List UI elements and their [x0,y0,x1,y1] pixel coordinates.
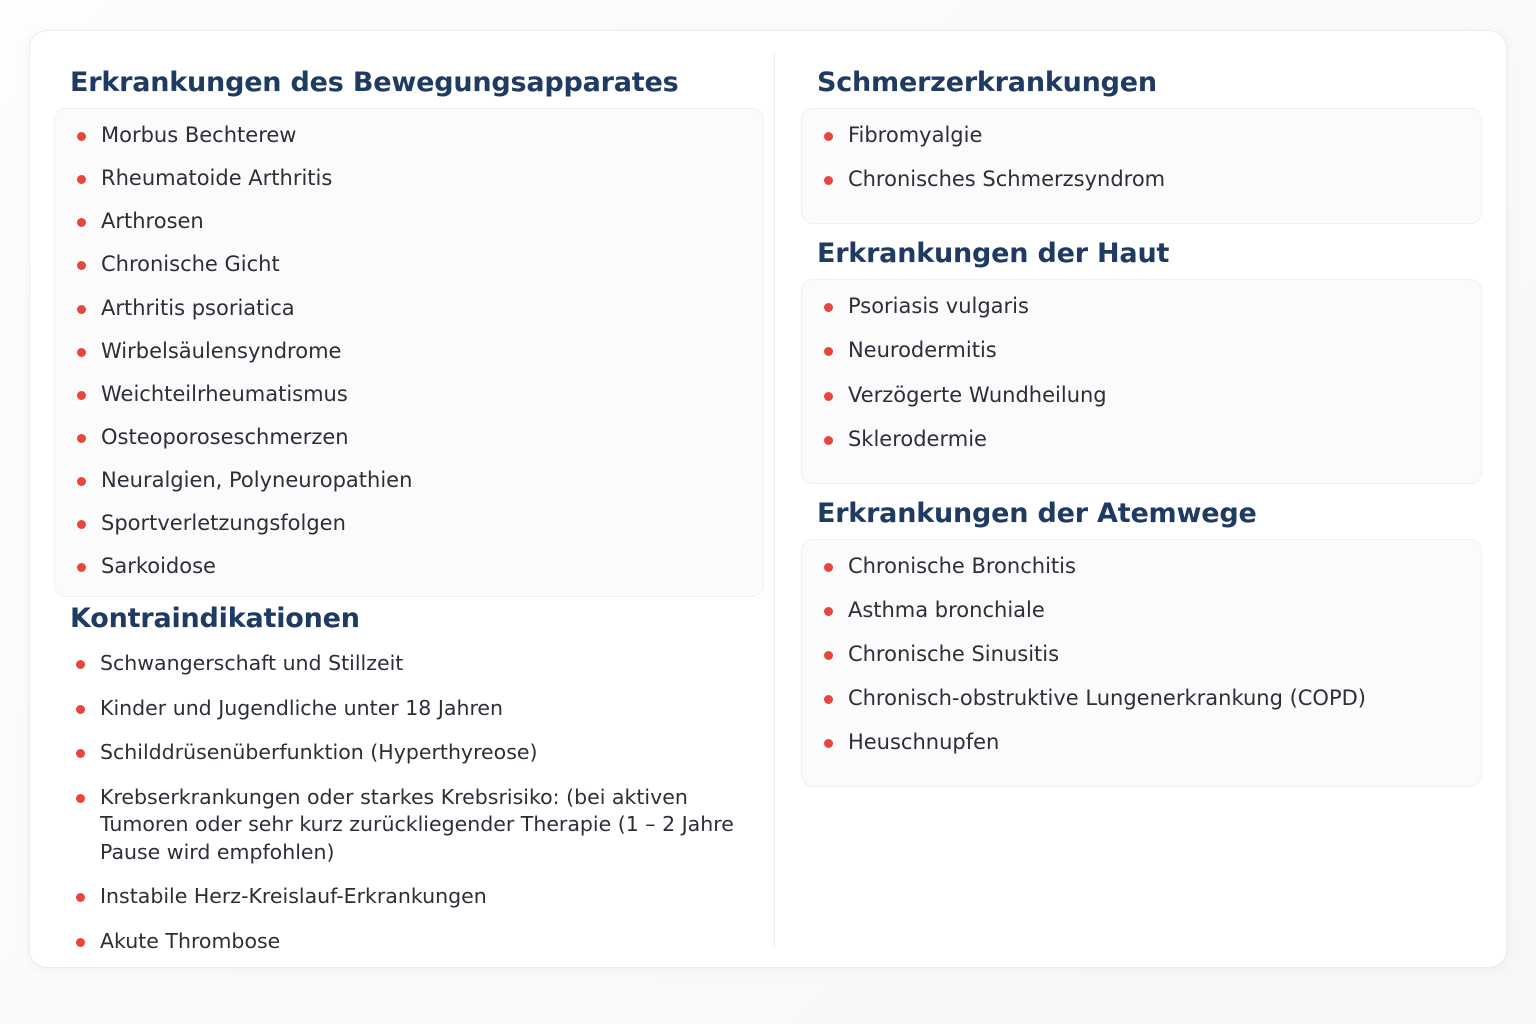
list-item [820,684,1463,712]
bullet-icon [77,305,86,314]
section-schmerzerkrankungen [801,67,1482,224]
bullet-icon [77,261,86,270]
section-title-kontraindikationen: Kontraindikationen [70,603,360,635]
list-item-label: Arthrosen [101,209,204,234]
list-item [72,784,746,866]
list-item-label: Sarkoidose [101,554,216,579]
list-item-label: Weichteilrheumatismus [101,381,348,406]
list-item [72,883,746,910]
list-item-label: Arthritis psoriatica [101,295,295,320]
list-item-label: Osteoporoseschmerzen [101,424,349,449]
list-item [820,596,1463,624]
list-item [73,337,745,365]
section-title-schmerzerkrankungen: Schmerzerkrankungen [816,67,1157,98]
bullet-icon [824,392,833,401]
list-item-label: Akute Thrombose [100,928,281,953]
list-item-label: Sportverletzungsfolgen [101,511,346,536]
list-item [73,380,745,408]
bullet-icon [76,705,85,714]
list-item [72,650,746,677]
list-item [73,423,745,451]
list-item-label: Chronische Gicht [101,252,280,277]
list-item [73,164,745,192]
list-item [73,466,745,494]
list-item [73,250,745,278]
list-haut [820,292,1463,453]
list-item-label: Kinder und Jugendliche unter 18 Jahren [100,695,504,720]
list-item [820,336,1463,364]
panel-bewegungsapparat [54,108,764,597]
list-schmerzerkrankungen [820,121,1463,193]
list-item-label: Instabile Herz-Kreislauf-Erkrankungen [100,884,487,909]
list-item-label: Psoriasis vulgaris [847,294,1029,319]
bullet-icon [76,893,85,902]
right-column [774,53,1482,947]
list-item [72,695,746,722]
bullet-icon [77,348,86,357]
list-item-label: Chronisch-obstruktive Lungenerkrankung (COPD) [847,686,1366,711]
bullet-icon [824,607,833,616]
bullet-icon [77,563,86,572]
list-item [73,552,745,580]
list-atemwege [820,552,1463,757]
left-column [54,53,774,953]
bullet-icon [824,176,833,185]
bullet-icon [76,794,85,803]
list-item-label: Rheumatoide Arthritis [101,166,333,191]
list-item [820,640,1463,668]
section-title-atemwege: Erkrankungen der Atemwege [816,497,1257,529]
list-item [72,928,746,955]
list-kontraindikationen [72,650,746,955]
list-item-label: Heuschnupfen [847,730,1000,755]
panel-haut [801,279,1482,484]
bullet-icon [77,477,86,486]
bullet-icon [824,132,833,141]
panel-schmerzerkrankungen [801,108,1482,224]
list-item-label: Asthma bronchiale [847,597,1045,622]
list-item-label: Krebserkrankungen oder starkes Krebsrisiko: (bei aktiven Tumoren oder sehr kurz zurückliegender Therapie (1 – 2 Jahre Pause wird empfohlen) [100,784,734,864]
list-item [73,207,745,235]
bullet-icon [76,938,85,947]
bullet-icon [824,436,833,445]
bullet-icon [77,520,86,529]
section-title-haut: Erkrankungen der Haut [816,238,1170,270]
list-item-label: Schwangerschaft und Stillzeit [100,651,404,676]
list-item-label: Fibromyalgie [847,123,983,147]
list-item [820,728,1463,756]
list-item [73,121,745,149]
bullet-icon [77,391,86,400]
list-item [820,165,1463,193]
list-item-label: Chronische Bronchitis [847,553,1076,578]
bullet-icon [824,347,833,356]
bullet-icon [76,749,85,758]
section-bewegungsapparat [54,67,764,597]
list-item-label: Sklerodermie [847,426,987,451]
bullet-icon [77,132,86,141]
list-item [820,552,1463,580]
list-item-label: Chronische Sinusitis [847,642,1060,666]
section-title-bewegungsapparat: Erkrankungen des Bewegungsapparates [70,67,679,98]
list-item-label: Chronisches Schmerzsyndrom [847,167,1166,192]
list-item [72,739,746,766]
list-item-label: Morbus Bechterew [101,123,297,147]
bullet-icon [77,218,86,227]
list-item-label: Neurodermitis [847,338,997,363]
list-item [820,121,1463,149]
list-item [820,425,1463,453]
bullet-icon [76,660,85,669]
bullet-icon [824,651,833,660]
bullet-icon [824,303,833,312]
section-kontraindikationen [54,603,764,986]
bullet-icon [824,563,833,572]
bullet-icon [77,434,86,443]
content-card [29,30,1507,968]
list-bewegungsapparat [73,121,745,580]
bullet-icon [77,175,86,184]
list-item [73,294,745,322]
section-atemwege [801,498,1482,788]
list-item-label: Verzögerte Wundheilung [847,382,1107,407]
bullet-icon [824,695,833,704]
list-item-label: Neuralgien, Polyneuropathien [101,468,413,492]
list-item [820,292,1463,320]
list-item-label: Schilddrüsenüberfunktion (Hyperthyreose) [100,740,538,765]
panel-atemwege [801,539,1482,788]
bullet-icon [824,739,833,748]
list-item-label: Wirbelsäulensyndrome [101,338,342,363]
list-item [73,509,745,537]
section-haut [801,238,1482,484]
panel-kontraindikationen [54,644,764,986]
list-item [820,381,1463,409]
